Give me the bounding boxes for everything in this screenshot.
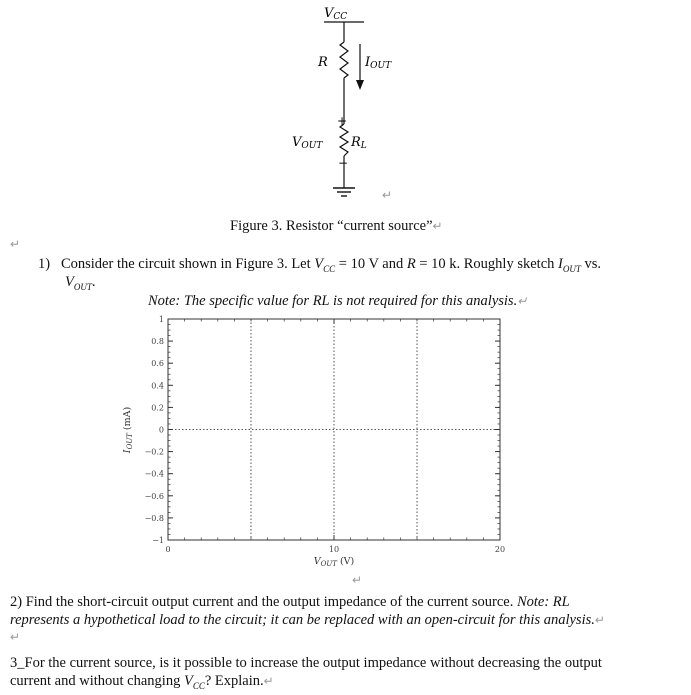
y-tick-label: 0.4	[151, 381, 164, 391]
y-tick-label: −0.2	[144, 447, 164, 457]
question-1-line-2: $V_{OUT}$.	[65, 274, 96, 292]
y-axis-label: $I_{OUT}(mA)$	[122, 406, 134, 454]
question-1-line-1: 1) Consider the circuit shown in Figure 3. Let $V_{CC} = 10$ V and R = 10 k. Roughly sketch $I_{OUT}$ vs.	[38, 256, 602, 274]
return-mark: ↵	[10, 237, 21, 251]
vout-label: VOUT	[292, 135, 323, 151]
grid-layer	[168, 319, 500, 540]
x-tick-label: 10	[328, 545, 340, 554]
question-2-line-1: 2) Find the short-circuit output current and the output impedance of the current source. Note: RL	[10, 594, 570, 610]
return-mark: ↵	[352, 573, 363, 587]
resistor-rl	[340, 124, 348, 156]
y-tick-label: 0.6	[151, 359, 164, 369]
iout-vs-vout-plot[interactable]	[110, 312, 510, 572]
question-3-line-2: current and without changing $V_{CC}$? Explain.↵	[10, 673, 274, 691]
x-tick-label: 0	[165, 545, 171, 554]
rl-label: RL	[351, 135, 367, 151]
y-tick-label: 1	[158, 315, 164, 324]
return-mark: ↵	[382, 188, 393, 202]
vcc-label: VCC	[324, 6, 348, 22]
y-tick-label: −0.6	[144, 491, 164, 501]
iout-label: IOUT	[365, 55, 392, 71]
y-tick-label: 0.8	[151, 337, 164, 347]
iout-arrow-head	[356, 80, 364, 90]
circuit-schematic	[280, 0, 400, 205]
x-tick-label: 20	[494, 545, 506, 554]
resistor-r	[340, 42, 348, 78]
y-tick-label: −0.4	[144, 469, 164, 479]
r-label: R	[318, 55, 328, 70]
x-tick-labels	[165, 545, 505, 554]
return-mark: ↵	[10, 630, 21, 644]
y-tick-label: −0.8	[144, 513, 164, 523]
y-tick-labels	[145, 315, 164, 545]
question-2-line-2: represents a hypothetical load to the circuit; it can be replaced with an open-circuit for this analysis.↵	[10, 612, 605, 628]
figure-caption: Figure 3. Resistor “current source”↵	[230, 218, 443, 234]
y-tick-label: −1	[152, 536, 164, 545]
x-axis-label: $V_{OUT}$ (V)	[313, 556, 355, 568]
note-1: Note: The specific value for RL is not required for this analysis.↵	[148, 293, 528, 309]
y-tick-label: 0	[158, 425, 164, 435]
question-3-line-1: 3_For the current source, is it possible to increase the output impedance without decreasing the output	[10, 655, 602, 671]
plus-sign: +	[337, 114, 348, 128]
minus-sign: −	[338, 156, 349, 170]
y-tick-label: 0.2	[151, 403, 164, 413]
